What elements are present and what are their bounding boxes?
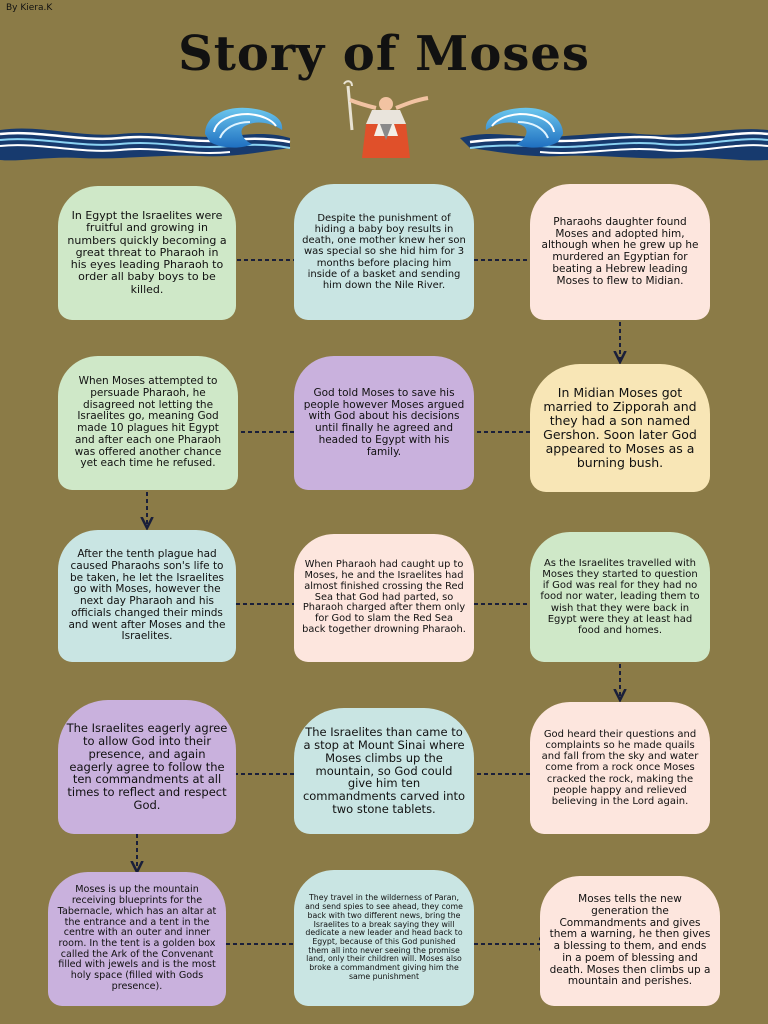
card-basket-text: Despite the punishment of hiding a baby boy results in death, one mother knew her son was special so she hid him for 3 months before placing him inside of a basket and sending him down the Nile River. — [302, 212, 466, 291]
card-new-generation-text: Moses tells the new generation the Commandments and gives them a warning, he then gives a blessing to them, and ends in a poem of blessing and death. Moses then climbs up a mountain and perishes. — [549, 893, 711, 988]
card-sinai — [294, 708, 474, 834]
card-plagues — [58, 356, 238, 490]
card-god-told-text: God told Moses to save his people however Moses argued with God about his decisions until finally he agreed and headed to Egypt with his family. — [303, 386, 465, 458]
card-agree-text: The Israelites eagerly agree to allow God into their presence, and again eagerly agree to follow the ten commandments at all times to reflect and respect God. — [66, 720, 228, 813]
card-midian — [530, 364, 710, 492]
card-red-sea — [294, 534, 474, 662]
card-quails-text: God heard their questions and complaints so he made quails and fall from the sky and water come from a rock once Moses cracked the rock, making the people happy and relieved believing in the Lord again. — [541, 728, 699, 807]
card-tabernacle-text: Moses is up the mountain receiving blueprints for the Tabernacle, which has an altar at the entrance and a tent in the centre with an outer and inner room. In the tent is a golden box called the Ark of the Convenant filled with jewels and is the most holy space (filled with Gods presence). — [57, 884, 217, 992]
card-egypt-text: In Egypt the Israelites were fruitful and growing in numbers quickly becoming a great threat to Pharaoh in his eyes leading Pharaoh to order all baby boys to be killed. — [67, 208, 227, 296]
card-sinai-text: The Israelites than came to a stop at Mount Sinai where Moses climbs up the mountain, so God could give him ten commandments carved into two stone tablets. — [302, 724, 466, 817]
card-egypt — [58, 186, 236, 320]
card-midian-text: In Midian Moses got married to Zipporah and they had a son named Gershon. Soon later God appeared to Moses as a burning bush. — [543, 385, 697, 470]
author-credit: By Kiera.K — [6, 3, 53, 13]
page-title: Story of Moses — [178, 26, 590, 82]
card-paran — [294, 870, 474, 1006]
card-tenth-text: After the tenth plague had caused Pharaohs son's life to be taken, he let the Israelites go with Moses, however the next day Pharaoh and his officials changed their minds and went after Moses and the Israelites. — [68, 548, 226, 643]
wave-left-icon — [0, 108, 290, 161]
header-illustration — [0, 78, 768, 168]
card-red-sea-text: When Pharaoh had caught up to Moses, he and the Israelites had almost finished crossing the Red Sea that God had parted, so Pharaoh charged after them only for God to slam the Red Sea back together drowning Pharaoh. — [302, 558, 466, 636]
card-plagues-text: When Moses attempted to persuade Pharaoh, he disagreed not letting the Israelites go, meaning God made 10 plagues hit Egypt and after each one Pharaoh was offered another chance yet each time he refused. — [74, 375, 222, 470]
card-daughter-text: Pharaohs daughter found Moses and adopted him, although when he grew up he murdered an Egyptian for beating a Hebrew leading Moses to flew to Midian. — [541, 215, 699, 287]
card-question — [530, 532, 710, 662]
card-new-generation — [540, 876, 720, 1006]
card-tenth — [58, 530, 236, 662]
card-quails — [530, 702, 710, 834]
card-basket — [294, 184, 474, 320]
card-god-told — [294, 356, 474, 490]
card-daughter — [530, 184, 710, 320]
moses-figure-icon — [344, 81, 428, 158]
card-tabernacle — [48, 872, 226, 1006]
wave-right-icon — [460, 108, 768, 161]
card-paran-text: They travel in the wilderness of Paran, and send spies to see ahead, they come back with two different news, bring the Israelites to a break saying they will dedicate a new leader and head back to Egypt, because of this God punished them all into never seeing the promise land, only their children will. Moses also broke a commandment giving him the same punishment — [305, 893, 463, 981]
card-question-text: As the Israelites travelled with Moses they started to question if God was real for they had no food nor water, leading them to wish that they were back in Egypt were they at least had food and homes. — [540, 557, 700, 636]
card-agree — [58, 700, 236, 834]
